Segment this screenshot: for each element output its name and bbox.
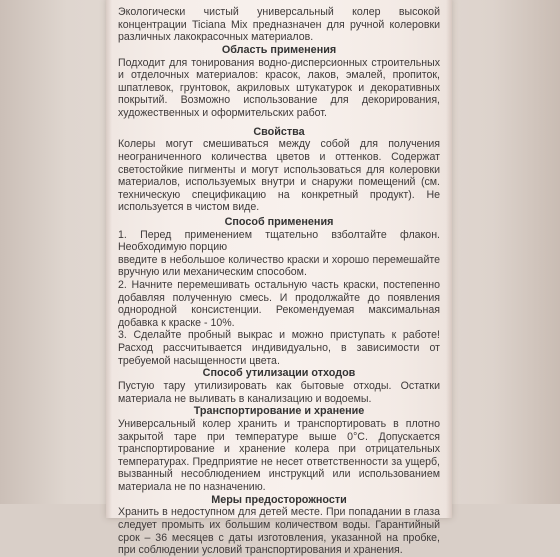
method-step: 1. Перед применением тщательно взболтайте флакон. Необходимую порцию — [118, 228, 440, 254]
properties-text: Колеры могут смешиваться между собой для получения неограниченного количества цветов и оттенков. Содержат светостойкие пигменты и могут использоваться для колеровки материалов, используемых внутри и снаружи помещений (см. техническую спецификацию на конкретный продукт). Не используется в чистом виде. — [118, 138, 440, 214]
section-title-storage: Транспортирование и хранение — [193, 405, 365, 418]
intro-paragraph: Экологически чистый универсальный колер высокой концентрации Ticiana Mix предназначен для ручной колеровки различных лакокрасочных материалов. — [118, 6, 440, 44]
leaflet-text — [118, 6, 440, 557]
section-title-properties: Свойства — [253, 125, 305, 138]
application-text: Подходит для тонирования водно-дисперсионных строительных и отделочных материалов: красок, лаков, эмалей, пропиток, шпатлевок, грунтовок, акриловых штукатурок и декоративных покрытий. Возможно использование для декорирования, художественных и оформительских работ. — [118, 56, 440, 119]
method-step: 2. Начните перемешивать остальную часть краски, постепенно добавляя полученную смесь. И продолжайте до появления однородной консистенции. Рекомендуемая максимальная добавка к краске - 10%. — [118, 279, 440, 329]
section-title-precautions: Меры предосторожности — [211, 493, 347, 506]
method-step: 3. Сделайте пробный выкрас и можно приступать к работе! Расход рассчитывается индивидуально, в зависимости от требуемой насыщенности цвета. — [118, 329, 440, 367]
precautions-text: Хранить в недоступном для детей месте. При попадании в глаза следует промыть их большим количеством воды. Гарантийный срок – 36 месяцев с даты изготовления, указанной на пробке, при соблюдении условий транспортирования и хранения. — [118, 506, 440, 557]
section-title-application: Область применения — [221, 43, 337, 56]
method-step: введите в небольшое количество краски и хорошо перемешайте вручную или механическим способом. — [118, 253, 440, 279]
disposal-text: Пустую тару утилизировать как бытовые отходы. Остатки материала не выливать в канализацию и водоемы. — [118, 380, 440, 405]
section-title-method: Способ применения — [224, 215, 334, 228]
storage-text: Универсальный колер хранить и транспортировать в плотно закрытой таре при температуре выше 0°С. Допускается транспортирование и хранение колера при отрицательных температурах. Предприятие не несет ответственности за ущерб, вызванный несоблюдением инструкций или использованием материала не по назначению. — [118, 418, 440, 493]
section-title-disposal: Способ утилизации отходов — [202, 367, 356, 380]
instruction-leaflet — [106, 0, 452, 557]
